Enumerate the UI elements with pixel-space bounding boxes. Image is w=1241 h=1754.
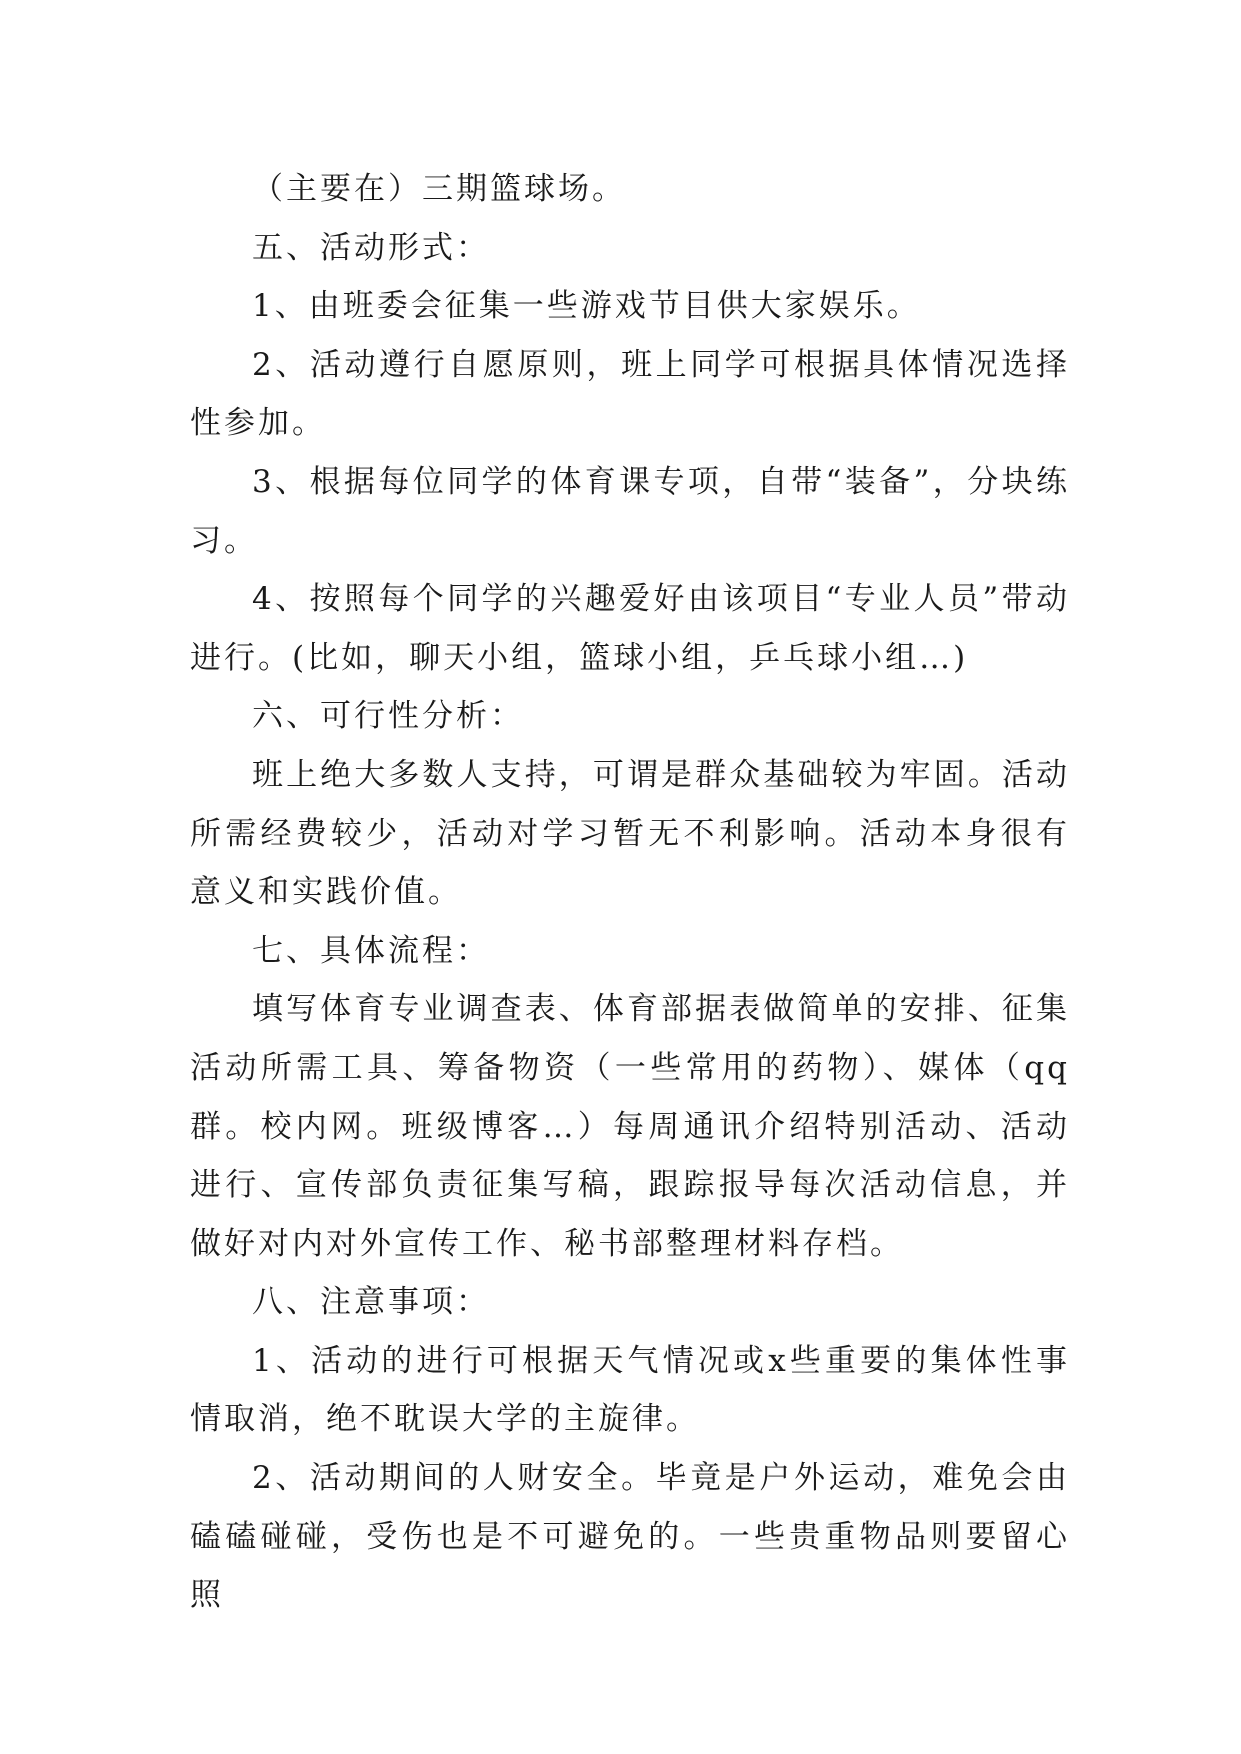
list-item-notes-1: 1、活动的进行可根据天气情况或x些重要的集体性事情取消，绝不耽误大学的主旋律。 [190, 1342, 1070, 1438]
list-item-form-4: 4、按照每个同学的兴趣爱好由该项目“专业人员”带动进行。(比如，聊天小组，篮球小组，乒乓球小组…) [190, 581, 1070, 676]
heading-notes: 八、注意事项： [252, 1284, 490, 1321]
list-item-form-3: 3、根据每位同学的体育课专项，自带“装备”，分块练习。 [190, 463, 1070, 559]
paragraph-feasibility: 班上绝大多数人支持，可谓是群众基础较为牢固。活动所需经费较少，活动对学习暂无不利影响。活动本身很有意义和实践价值。 [190, 756, 1070, 911]
list-item-form-1: 1、由班委会征集一些游戏节目供大家娱乐。 [252, 288, 921, 325]
paragraph-location: （主要在）三期篮球场。 [252, 171, 626, 207]
heading-activity-form: 五、活动形式： [252, 229, 490, 266]
list-item-notes-2: 2、活动期间的人财安全。毕竟是户外运动，难免会由磕磕碰碰，受伤也是不可避免的。一些贵重物品则要留心照 [190, 1460, 1070, 1614]
document-body [190, 160, 1070, 1625]
list-item-form-2: 2、活动遵行自愿原则，班上同学可根据具体情况选择性参加。 [190, 346, 1070, 442]
heading-feasibility: 六、可行性分析： [252, 698, 524, 735]
paragraph-process: 填写体育专业调查表、体育部据表做简单的安排、征集活动所需工具、筹备物资（一些常用的药物）、媒体（qq群。校内网。班级博客…）每周通讯介绍特别活动、活动进行、宣传部负责征集写稿，跟踪报导每次活动信息，并做好对内对外宣传工作、秘书部整理材料存档。 [190, 991, 1070, 1262]
heading-process: 七、具体流程： [252, 932, 490, 969]
